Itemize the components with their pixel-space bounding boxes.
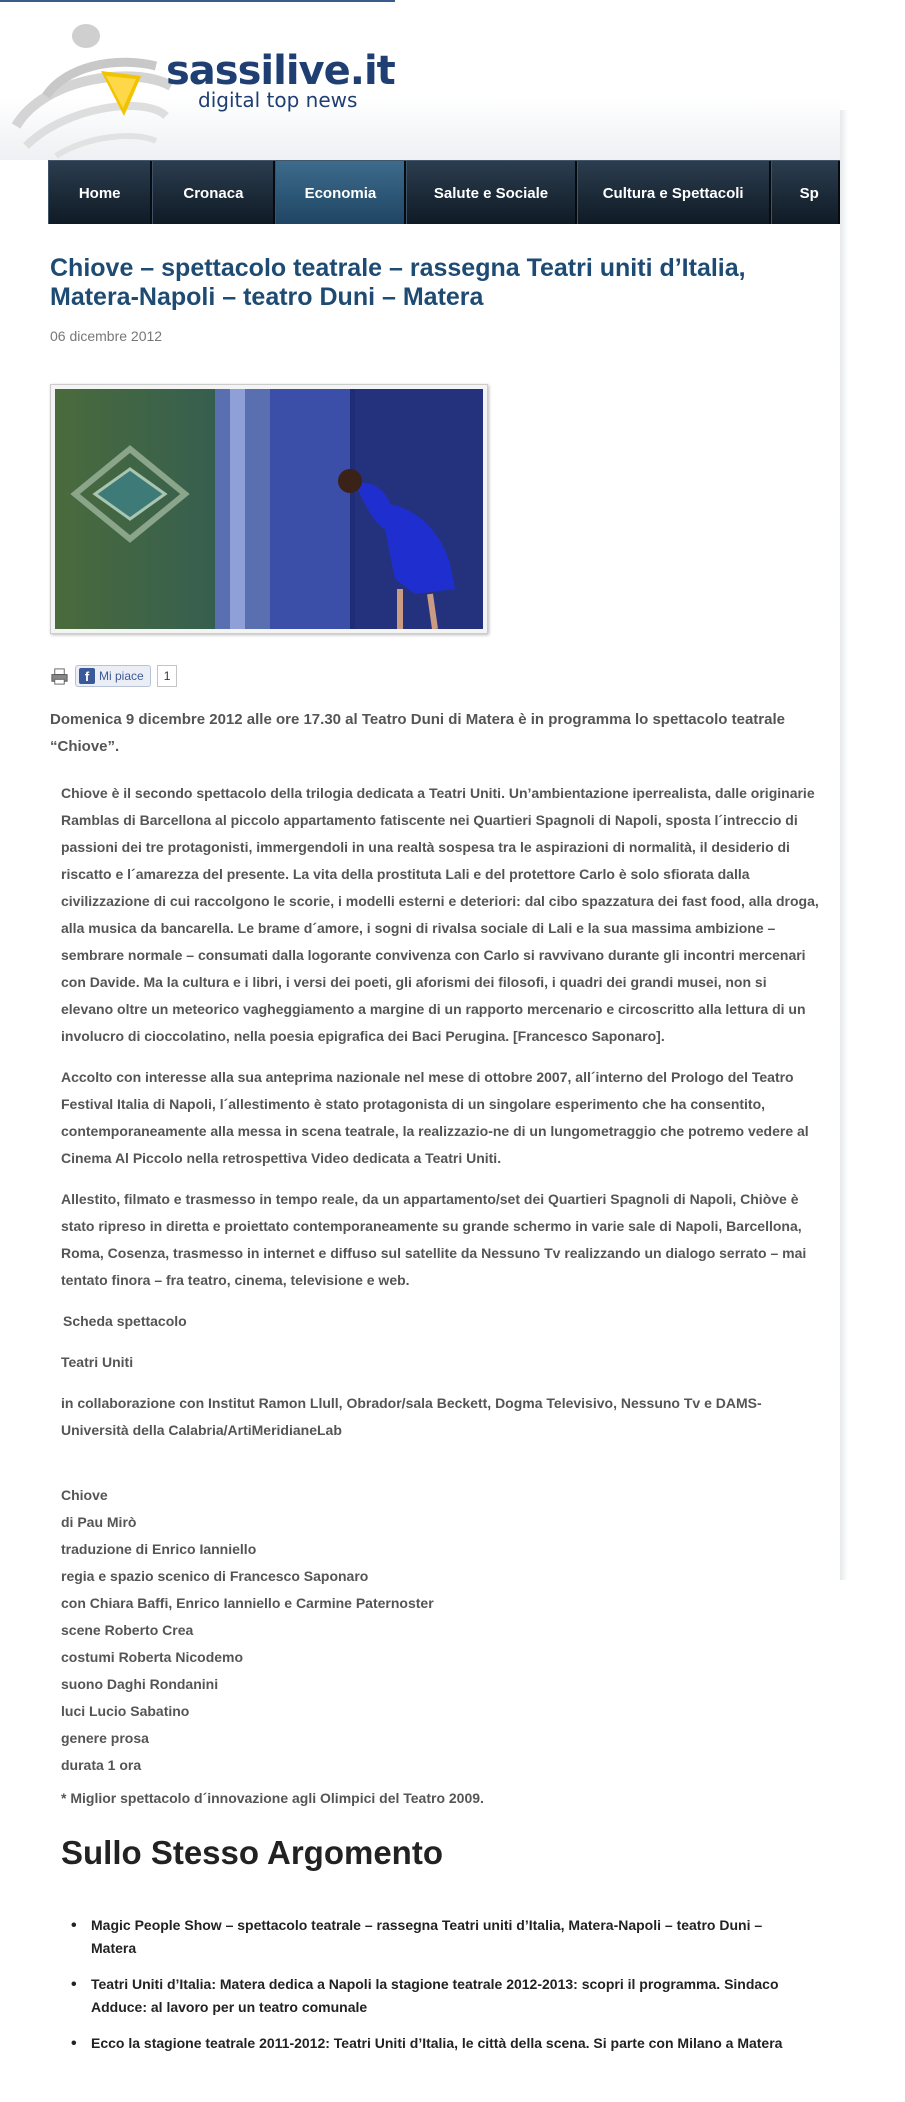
nav-item-cultura-spettacoli[interactable]: Cultura e Spettacoli [577,161,771,224]
facebook-like-button[interactable] [75,665,151,687]
credit-line: costumi Roberta Nicodemo [61,1649,244,1665]
credit-line: luci Lucio Sabatino [61,1703,190,1719]
facebook-icon: f [79,668,95,684]
article-paragraph: Allestito, filmato e trasmesso in tempo reale, da un appartamento/set dei Quartieri Spagnoli di Napoli, Chiòve è stato ripreso in diretta e proiettato contemporaneamente su grande schermo in varie sale di Napoli, Barcellona, Roma, Cosenza, trasmesso in internet e diffuso sul satellite da Nessuno Tv realizzando un dialogo serrato – mai tentato finora – fra teatro, cinema, televisione e web. [61,1191,807,1288]
related-list [91,1914,811,2068]
logo-text[interactable]: sassilive.it [166,48,395,94]
related-heading: Sullo Stesso Argomento [61,1834,443,1871]
facebook-like-label: Mi piace [99,669,144,683]
company-name: Teatri Uniti [61,1354,134,1370]
related-link[interactable]: • Magic People Show – spettacolo teatrale – rassegna Teatri uniti d’Italia, Matera-Napoli – teatro Duni – Matera [91,1914,811,1960]
main-nav [48,160,840,224]
photo-image [55,389,483,629]
article-paragraph: Accolto con interesse alla sua anteprima nazionale nel mese di ottobre 2007, all´interno del Prologo del Teatro Festival Italia di Napoli, l´allestimento è stato protagonista di un singolare esperimento che ha consentito, contemporaneamente alla messa in scena teatrale, la realizzazio-ne di un lungometraggio che potremo vedere al Cinema Al Piccolo nella retrospettiva Video dedicata a Teatri Uniti. [61,1069,809,1166]
collaboration-text: in collaborazione con Institut Ramon Llull, Obrador/sala Beckett, Dogma Televisivo, Nessuno Tv e DAMS-Università della Calabria/ArtiMeridianeLab [61,1395,762,1438]
credit-line: regia e spazio scenico di Francesco Saponaro [61,1568,369,1584]
nav-item-economia[interactable]: Economia [275,161,406,224]
logo-tagline: digital top news [198,88,358,112]
nav-item-salute-sociale[interactable]: Salute e Sociale [406,161,576,224]
article-lead: Domenica 9 dicembre 2012 alle ore 17.30 al Teatro Duni di Matera è in programma lo spettacolo teatrale “Chiove”. [50,711,785,755]
article-title: Chiove – spettacolo teatrale – rassegna Teatri uniti d’Italia, Matera-Napoli – teatro Duni – Matera [50,254,746,311]
social-bar [50,664,177,688]
nav-item-cronaca[interactable]: Cronaca [152,161,275,224]
credit-line: con Chiara Baffi, Enrico Ianniello e Carmine Paternoster [61,1595,434,1611]
nav-item-sport[interactable]: Sp [771,161,840,224]
article-paragraph: Chiove è il secondo spettacolo della trilogia dedicata a Teatri Uniti. Un’ambientazione iperrealista, dalle originarie Ramblas di Barcellona al piccolo appartamento fatiscente nei Quartieri Spagnoli di Napoli, sposta l´intreccio di passioni dei tre protagonisti, immergendoli in una realtà sospesa tra le aspirazioni di normalità, il desiderio di riscatto e l´amarezza del presente. La vita della prostituta Lali e del protettore Carlo è solo sfiorata dalla civilizzazione di cui raccolgono le scorie, i modelli esterni e deteriori: dal cibo spazzatura dei fast food, alla droga, alla musica da bancarella. Le brame d´amore, i sogni di rivalsa sociale di Lali e la sua massima ambizione – sembrare normale – consumati dalla logorante convivenza con Carlo si ravvivano durante gli incontri mercenari con Davide. Ma la cultura e i libri, i versi dei poeti, gli aforismi dei filosofi, i quadri dei grandi musei, non si elevano oltre un meteorico vagheggiamento a margine di un rapporto mercenario e circoscritto alla lettura di un involucro di cioccolatino, nella poesia epigrafica dei Baci Perugina. [Francesco Saponaro]. [61,785,819,1044]
related-link[interactable]: • Teatri Uniti d’Italia: Matera dedica a Napoli la stagione teatrale 2012-2013: scopri il programma. Sindaco Adducе: al lavoro per un teatro comunale [91,1973,811,2019]
related-link[interactable]: • Ecco la stagione teatrale 2011-2012: Teatri Uniti d’Italia, le città della scena. Si parte con Milano a Matera [91,2032,811,2055]
article-date: 06 dicembre 2012 [50,328,163,344]
award-note: * Miglior spettacolo d´innovazione agli Olimpici del Teatro 2009. [61,1790,484,1806]
show-sheet-label: Scheda spettacolo [63,1313,187,1329]
logo-swirl-icon [6,16,176,161]
credits-list [61,1482,821,1779]
site-header [0,2,840,160]
stage-photo-illustration [55,389,483,629]
like-count: 1 [157,665,178,687]
credit-line: traduzione di Enrico Ianniello [61,1541,257,1557]
credit-line: suono Daghi Rondanini [61,1676,219,1692]
credit-line: Chiove [61,1487,108,1503]
credit-line: scene Roberto Crea [61,1622,194,1638]
print-icon[interactable] [50,667,69,686]
credit-line: di Pau Mirò [61,1514,137,1530]
article-body [61,780,821,1458]
article-photo[interactable] [50,384,488,634]
credit-line: genere prosa [61,1730,149,1746]
nav-item-home[interactable]: Home [48,161,152,224]
credit-line: durata 1 ora [61,1757,142,1773]
page-shadow [840,110,848,1580]
